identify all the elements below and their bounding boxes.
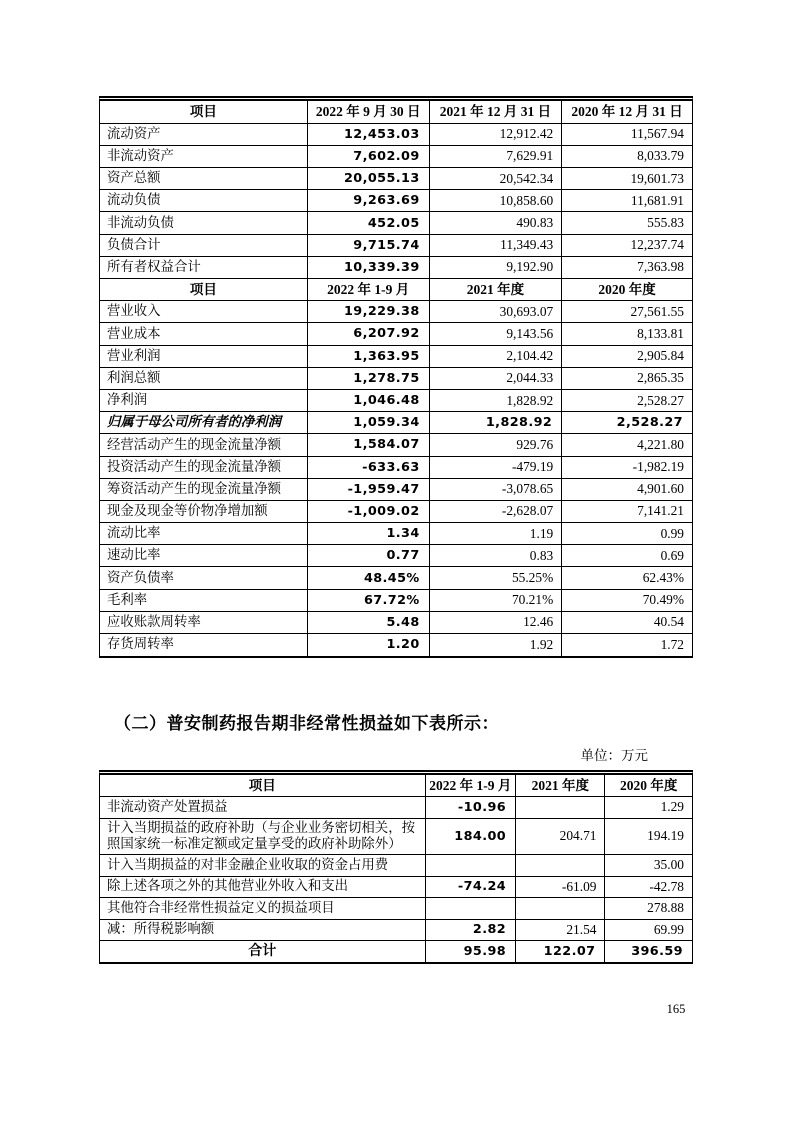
- cell-value: 20,055.13: [307, 168, 429, 190]
- cell-value: 30,693.07: [429, 301, 562, 323]
- cell-value: 929.76: [429, 434, 562, 456]
- cell-value: 70.49%: [562, 589, 692, 611]
- cell-value: -1,009.02: [307, 500, 429, 522]
- cell-value: 40.54: [562, 611, 692, 633]
- financial-summary-table: [100, 101, 692, 656]
- table-row: [100, 523, 692, 545]
- cell-value: 184.00: [425, 818, 516, 855]
- cell-value: 2,865.35: [562, 367, 692, 389]
- header-row: [100, 101, 692, 123]
- cell-value: 1.92: [429, 634, 562, 656]
- cell-value: 1,278.75: [307, 367, 429, 389]
- table-row: [100, 301, 692, 323]
- cell-value: 8,033.79: [562, 145, 692, 167]
- cell-value: 69.99: [605, 919, 692, 941]
- cell-value: -74.24: [425, 876, 516, 898]
- table-row: [100, 323, 692, 345]
- cell-value: 204.71: [516, 818, 605, 855]
- cell-value: 11,567.94: [562, 123, 692, 145]
- non-recurring-items-table: [100, 775, 692, 962]
- cell-value: 8,133.81: [562, 323, 692, 345]
- table-row: [100, 797, 692, 819]
- header-row: [100, 775, 692, 797]
- table-row: [100, 412, 692, 434]
- cell-value: -3,078.65: [429, 478, 562, 500]
- cell-value: 1,828.92: [429, 389, 562, 411]
- cell-value: 62.43%: [562, 567, 692, 589]
- row-label: 毛利率: [100, 589, 307, 611]
- table-row: [100, 168, 692, 190]
- table-row: [100, 345, 692, 367]
- cell-value: -479.19: [429, 456, 562, 478]
- cell-value: 10,339.39: [307, 256, 429, 278]
- cell-value: 10,858.60: [429, 190, 562, 212]
- row-label: 除上述各项之外的其他营业外收入和支出: [100, 876, 425, 898]
- cell-value: 0.83: [429, 545, 562, 567]
- cell-value: [425, 855, 516, 877]
- cell-value: 0.99: [562, 523, 692, 545]
- cell-value: 1.20: [307, 634, 429, 656]
- cell-value: 1,584.07: [307, 434, 429, 456]
- cell-value: [516, 898, 605, 920]
- column-header: 2021 年度: [516, 775, 605, 797]
- cell-value: 7,363.98: [562, 256, 692, 278]
- table-row: [100, 367, 692, 389]
- row-label: 计入当期损益的对非金融企业收取的资金占用费: [100, 855, 425, 877]
- cell-value: 21.54: [516, 919, 605, 941]
- row-label: 计入当期损益的政府补助（与企业业务密切相关，按照国家统一标准定额或定量享受的政府补助除外）: [100, 818, 425, 855]
- cell-value: 1,363.95: [307, 345, 429, 367]
- table-row: [100, 898, 692, 920]
- cell-value: 1.29: [605, 797, 692, 819]
- cell-value: 35.00: [605, 855, 692, 877]
- column-header: 2022 年 9 月 30 日: [307, 101, 429, 123]
- row-label: 存货周转率: [100, 634, 307, 656]
- cell-value: 490.83: [429, 212, 562, 234]
- cell-value: -1,959.47: [307, 478, 429, 500]
- table-row: [100, 234, 692, 256]
- cell-value: 95.98: [425, 941, 516, 963]
- cell-value: 70.21%: [429, 589, 562, 611]
- table-row: [100, 123, 692, 145]
- column-header: 项目: [100, 279, 307, 301]
- cell-value: 9,715.74: [307, 234, 429, 256]
- table-row: [100, 567, 692, 589]
- cell-value: 2.82: [425, 919, 516, 941]
- non-recurring-items-table-wrapper: [99, 770, 693, 964]
- cell-value: 1.72: [562, 634, 692, 656]
- cell-value: 9,143.56: [429, 323, 562, 345]
- cell-value: 1.34: [307, 523, 429, 545]
- cell-value: 12.46: [429, 611, 562, 633]
- total-row: [100, 941, 692, 963]
- cell-value: 4,221.80: [562, 434, 692, 456]
- cell-value: 20,542.34: [429, 168, 562, 190]
- cell-value: -42.78: [605, 876, 692, 898]
- row-label: 筹资活动产生的现金流量净额: [100, 478, 307, 500]
- financial-summary-table-wrapper: [99, 96, 693, 658]
- cell-value: 11,681.91: [562, 190, 692, 212]
- row-label: 营业收入: [100, 301, 307, 323]
- row-label: 负债合计: [100, 234, 307, 256]
- cell-value: 19,229.38: [307, 301, 429, 323]
- cell-value: 2,528.27: [562, 412, 692, 434]
- row-label: 其他符合非经常性损益定义的损益项目: [100, 898, 425, 920]
- cell-value: 1.19: [429, 523, 562, 545]
- cell-value: 5.48: [307, 611, 429, 633]
- cell-value: 7,141.21: [562, 500, 692, 522]
- page-number: 165: [666, 1002, 686, 1016]
- table-row: [100, 212, 692, 234]
- cell-value: 2,044.33: [429, 367, 562, 389]
- cell-value: -2,628.07: [429, 500, 562, 522]
- cell-value: 2,905.84: [562, 345, 692, 367]
- cell-value: 1,059.34: [307, 412, 429, 434]
- table-row: [100, 500, 692, 522]
- unit-label: 单位：万元: [580, 748, 648, 763]
- header-row: [100, 279, 692, 301]
- row-label: 所有者权益合计: [100, 256, 307, 278]
- cell-value: 2,104.42: [429, 345, 562, 367]
- table-row: [100, 818, 692, 855]
- cell-value: 19,601.73: [562, 168, 692, 190]
- cell-value: 396.59: [605, 941, 692, 963]
- table-row: [100, 545, 692, 567]
- cell-value: 12,453.03: [307, 123, 429, 145]
- column-header: 2021 年 12 月 31 日: [429, 101, 562, 123]
- row-label: 资产负债率: [100, 567, 307, 589]
- cell-value: 6,207.92: [307, 323, 429, 345]
- cell-value: 1,046.48: [307, 389, 429, 411]
- row-label: 资产总额: [100, 168, 307, 190]
- cell-value: 55.25%: [429, 567, 562, 589]
- table-row: [100, 190, 692, 212]
- cell-value: 4,901.60: [562, 478, 692, 500]
- row-label: 营业成本: [100, 323, 307, 345]
- row-label: 净利润: [100, 389, 307, 411]
- table-row: [100, 876, 692, 898]
- table-row: [100, 389, 692, 411]
- cell-value: 67.72%: [307, 589, 429, 611]
- row-label: 速动比率: [100, 545, 307, 567]
- column-header: 2022 年 1-9 月: [307, 279, 429, 301]
- table-row: [100, 456, 692, 478]
- cell-value: 452.05: [307, 212, 429, 234]
- cell-value: -61.09: [516, 876, 605, 898]
- column-header: 2020 年度: [605, 775, 692, 797]
- row-label: 非流动资产处置损益: [100, 797, 425, 819]
- row-label: 投资活动产生的现金流量净额: [100, 456, 307, 478]
- column-header: 2020 年 12 月 31 日: [562, 101, 692, 123]
- column-header: 2022 年 1-9 月: [425, 775, 516, 797]
- cell-value: 0.77: [307, 545, 429, 567]
- cell-value: 48.45%: [307, 567, 429, 589]
- row-label: 合计: [100, 941, 425, 963]
- row-label: 营业利润: [100, 345, 307, 367]
- section-heading: （二）普安制药报告期非经常性损益如下表所示：: [114, 714, 499, 733]
- cell-value: 27,561.55: [562, 301, 692, 323]
- column-header: 项目: [100, 775, 425, 797]
- row-label: 非流动负债: [100, 212, 307, 234]
- cell-value: 1,828.92: [429, 412, 562, 434]
- cell-value: -10.96: [425, 797, 516, 819]
- row-label: 利润总额: [100, 367, 307, 389]
- cell-value: -633.63: [307, 456, 429, 478]
- table-row: [100, 256, 692, 278]
- cell-value: 7,629.91: [429, 145, 562, 167]
- cell-value: [516, 855, 605, 877]
- cell-value: 12,237.74: [562, 234, 692, 256]
- cell-value: [516, 797, 605, 819]
- column-header: 2020 年度: [562, 279, 692, 301]
- row-label: 归属于母公司所有者的净利润: [100, 412, 307, 434]
- cell-value: 7,602.09: [307, 145, 429, 167]
- cell-value: 9,192.90: [429, 256, 562, 278]
- cell-value: 2,528.27: [562, 389, 692, 411]
- table-row: [100, 478, 692, 500]
- row-label: 减：所得税影响额: [100, 919, 425, 941]
- cell-value: -1,982.19: [562, 456, 692, 478]
- cell-value: 122.07: [516, 941, 605, 963]
- cell-value: 194.19: [605, 818, 692, 855]
- table-row: [100, 855, 692, 877]
- row-label: 应收账款周转率: [100, 611, 307, 633]
- cell-value: 9,263.69: [307, 190, 429, 212]
- row-label: 流动比率: [100, 523, 307, 545]
- table-row: [100, 145, 692, 167]
- table-row: [100, 434, 692, 456]
- row-label: 流动负债: [100, 190, 307, 212]
- cell-value: 11,349.43: [429, 234, 562, 256]
- table-row: [100, 611, 692, 633]
- cell-value: 0.69: [562, 545, 692, 567]
- cell-value: 278.88: [605, 898, 692, 920]
- row-label: 现金及现金等价物净增加额: [100, 500, 307, 522]
- table-row: [100, 589, 692, 611]
- row-label: 流动资产: [100, 123, 307, 145]
- column-header: 2021 年度: [429, 279, 562, 301]
- cell-value: [425, 898, 516, 920]
- table-row: [100, 634, 692, 656]
- cell-value: 555.83: [562, 212, 692, 234]
- row-label: 经营活动产生的现金流量净额: [100, 434, 307, 456]
- cell-value: 12,912.42: [429, 123, 562, 145]
- row-label: 非流动资产: [100, 145, 307, 167]
- table-row: [100, 919, 692, 941]
- column-header: 项目: [100, 101, 307, 123]
